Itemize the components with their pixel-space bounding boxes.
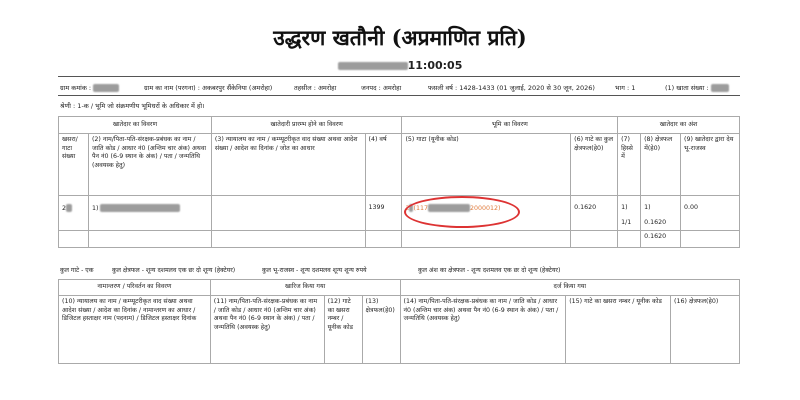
- col-court-header: (3) न्यायालय का नाम / कम्प्यूटरीकृत वाद संख्या अथवा आदेश संख्या / आदेश का दिनांक / जोत का आधार: [211, 134, 365, 196]
- col-added-area-header: (16) क्षेत्रफल(हे0): [671, 296, 740, 364]
- holdings-table: [58, 116, 740, 248]
- print-timestamp: [0, 59, 800, 72]
- timestamp-text: 11:00:05: [407, 59, 463, 72]
- redacted-date: [338, 62, 408, 70]
- village-code: ग्राम कमांक :: [60, 83, 119, 92]
- col-gata-header: (5) गाटा (यूनीक कोड): [402, 134, 571, 196]
- col-khasra-header: खसरा/ गाटा संख्या: [59, 134, 89, 196]
- cell-share-area: 1) 0.1620: [641, 196, 681, 231]
- redacted-holder-name: [100, 204, 180, 212]
- cell-holder-name: 1): [88, 196, 211, 231]
- village-name: ग्राम का नाम (परगना) : अकबरपुर सैंकेनिया (अमरोहा): [144, 84, 273, 92]
- summary-total-revenue: कुल भू-राजस्व - शून्य दशमलव शून्य शून्य रुपये: [262, 267, 367, 274]
- cell-court: [211, 196, 365, 231]
- gata-highlight-ellipse: [404, 196, 520, 228]
- col-deleted-area-header: (13) क्षेत्रफल(हे0): [362, 296, 400, 364]
- mutation-table: [58, 279, 740, 364]
- col-revenue-header: (9) खातेदार द्वारा देय भू-राजस्व: [681, 134, 740, 196]
- account-number: (1) खाता संख्या :: [665, 83, 729, 92]
- cell-share: 1) 1/1: [618, 196, 641, 231]
- fasli-year: फसली वर्ष : 1428-1433 (01 जुलाई, 2020 से 30 जून, 2026): [428, 84, 595, 92]
- col-deleted-name-header: (11) नाम/पिता-पति-संरक्षक-प्रबंधक का नाम / जाति कोड / आधार नं0 (अन्तिम चार अंक) अथवा पैन नं0 (6-9 स्थान के अंक) / पता / जन्मतिथि (अवयस्क हेतु): [210, 296, 324, 364]
- group-deleted: खारिज किया गया: [210, 280, 400, 296]
- col-deleted-khasra-header: (12) गाटे का खसरा नम्बर / यूनीक कोड: [324, 296, 362, 364]
- cell-khasra: 2: [59, 196, 89, 231]
- cell-year: 1399: [365, 196, 402, 231]
- col-added-khasra-header: (15) गाटे का खसरा नम्बर / यूनीक कोड: [566, 296, 671, 364]
- col-total-area-header: (6) गाटे का कुल क्षेत्रफल(हे0): [571, 134, 618, 196]
- redacted-village-code: [93, 84, 119, 92]
- land-category: श्रेणी : 1-क / भूमि जो संक्रमणीय भूमिधरों के अधिकार में हो।: [60, 102, 205, 110]
- cell-total-area: 0.1620: [571, 196, 618, 231]
- meta-top-rule: [58, 76, 740, 77]
- redacted-khasra: [66, 204, 72, 212]
- district: जनपद : अमरोहा: [361, 84, 402, 92]
- redacted-account: [711, 84, 729, 92]
- group-land-details: भूमि का विवरण: [402, 117, 618, 134]
- part-number: भाग : 1: [615, 84, 636, 92]
- summary-share-area: कुल अंश का क्षेत्रफल - शून्य दशमलव एक छः दो शून्य (हेक्टेयर): [418, 267, 561, 274]
- col-transfer-court-header: (10) न्यायालय का नाम / कम्प्यूटरीकृत वाद संख्या अथवा आदेश संख्या / आदेश का दिनांक / नामान्तरण का आधार / डिजिटल हस्ताक्षर नाम (पदनाम) / डिजिटल हस्ताक्षर दिनांक: [59, 296, 211, 364]
- cell-gata-code: 2 (117 2000012): [402, 196, 571, 231]
- col-share-area-header: (8) क्षेत्रफल में(हे0): [641, 134, 681, 196]
- col-year-header: (4) वर्ष: [365, 134, 402, 196]
- document-title: उद्धरण खतौनी (अप्रमाणित प्रति): [273, 25, 527, 50]
- summary-total-gata: कुल गाटे - एक: [60, 267, 94, 274]
- group-holding-start: खातेदारी प्रारम्भ होने का विवरण: [211, 117, 402, 134]
- group-added: दर्ज किया गया: [400, 280, 740, 296]
- group-holder-details: खातेदार का विवरण: [59, 117, 212, 134]
- cell-revenue: 0.00: [681, 196, 740, 231]
- tehsil: तहसील : अमरोहा: [294, 84, 337, 92]
- col-share-header: (7) हिस्से में: [618, 134, 641, 196]
- col-added-name-header: (14) नाम/पिता-पति-संरक्षक-प्रबंधक का नाम / जाति कोड / आधार नं0 (अन्तिम चार अंक) अथवा पैन नं0 (6-9 स्थान के अंक) / पता / जन्मतिथि (अवयस्क हेतु): [400, 296, 566, 364]
- summary-total-area: कुल क्षेत्रफल - शून्य दशमलव एक छः दो शून्य (हेक्टेयर): [112, 267, 236, 274]
- group-transfer-details: नामान्तरण / परिवर्तन का विवरण: [59, 280, 211, 296]
- cell-share-area-total: 0.1620: [641, 231, 681, 248]
- col-holder-name-header: (2) नाम/पिता-पति-संरक्षक-प्रबंधक का नाम / जाति कोड / आधार नं0 (अन्तिम चार अंक) अथवा पैन नं0 (6-9 स्थान के अंक) / पता / जन्मतिथि (अवयस्क हेतु): [88, 134, 211, 196]
- meta-bottom-rule: [58, 95, 740, 96]
- table-row: [59, 196, 740, 231]
- group-holder-share: खातेदार का अंश: [618, 117, 740, 134]
